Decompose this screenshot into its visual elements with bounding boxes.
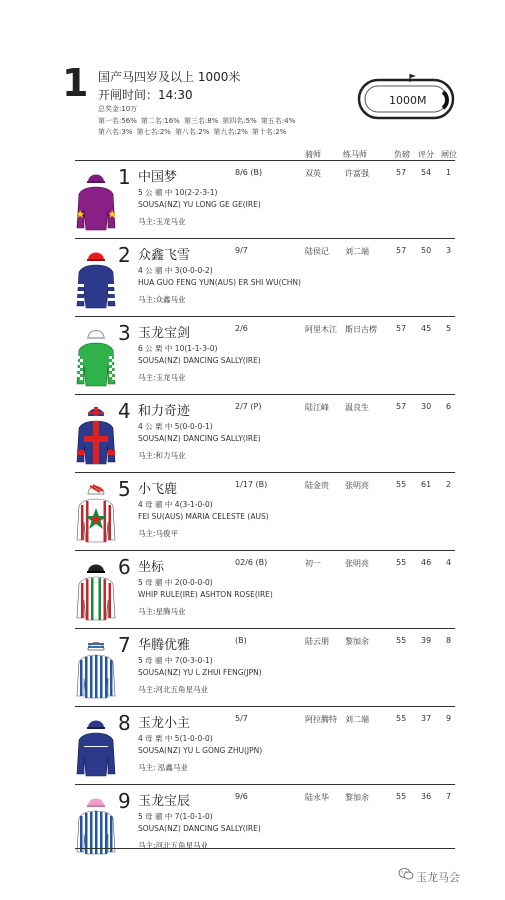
prize-split-list [98,116,348,138]
pedigree: SOUSA(NZ) DANCING SALLY(IRE) [138,824,261,833]
prize-split: 第五名:4% [260,117,296,125]
horse-number: 1 [118,165,131,189]
horse-name: 众鑫飞雪 [138,248,191,263]
silk-icon [73,166,119,232]
recent-form: 2/7 (P) [235,402,262,411]
draw: 6 [446,402,452,411]
jockey-name: 陆金贵 [305,481,329,490]
weight: 55 [396,714,407,723]
prize-split: 第一名:56% [98,117,137,125]
trainer-name: 张明亮 [345,559,369,568]
jockey-name: 陆侯记 [305,247,329,256]
jockey-name: 双英 [305,169,321,178]
trainer-name: 张明亮 [345,481,369,490]
silk-icon [73,244,119,310]
jockey-name: 初一 [305,559,321,568]
recent-form: 9/6 [235,792,248,801]
trainer-name: 刘二端 [345,247,369,256]
horse-name: 玉龙小主 [138,716,191,731]
horse-number: 8 [118,711,131,735]
col-weight: 负磅 [394,150,410,159]
jockey-name: 陆永华 [305,793,329,802]
prize-split: 第六名:3% [98,128,133,136]
recent-form: 9/7 [235,246,248,255]
wechat-icon [398,867,414,881]
horse-number: 7 [118,633,131,657]
pedigree: SOUSA(NZ) YU L GONG ZHU(JPN) [138,746,263,755]
horse-number: 9 [118,789,131,813]
runner-list [75,160,455,862]
pedigree: WHIP RULE(IRE) ASHTON ROSE(IRE) [138,590,273,599]
horse-name: 坐标 [138,560,165,575]
col-draw: 闸位 [441,150,457,159]
horse-name: 小飞鹿 [138,482,178,497]
recent-form: 5/7 [235,714,248,723]
prize-split: 第九名:2% [213,128,248,136]
owner: 马主:马俊平 [138,529,179,538]
owner: 马主:河北五角星马业 [138,685,209,694]
silk-icon [73,790,119,856]
horse-details: 4 母 骝 中 4(3-1-0-0) [138,500,213,509]
rating: 54 [421,168,432,177]
rating: 61 [421,480,432,489]
col-rating: 评分 [418,150,434,159]
prize-split: 第二名:16% [140,117,180,125]
horse-details: 5 母 骝 中 7(0-3-0-1) [138,656,213,665]
horse-details: 5 母 骝 中 2(0-0-0-0) [138,578,213,587]
owner: 马主:和力马业 [138,451,186,460]
runner-row [75,316,455,394]
rating: 46 [421,558,432,567]
horse-details: 4 公 栗 中 5(0-0-0-1) [138,422,213,431]
draw: 7 [446,792,452,801]
race-start-time: 开闸时间：14:30 [98,88,193,102]
recent-form: 02/6 (B) [235,558,268,567]
pedigree: SOUSA(NZ) DANCING SALLY(IRE) [138,434,261,443]
recent-form: 2/6 [235,324,248,333]
rating: 37 [421,714,432,723]
horse-number: 5 [118,477,131,501]
silk-icon [73,712,119,778]
prize-split: 第七名:2% [136,128,171,136]
pedigree: SOUSA(NZ) YU L ZHUI FENG(JPN) [138,668,262,677]
watermark-text: 玉龙马会 [416,871,460,884]
runner-row [75,160,455,238]
horse-number: 6 [118,555,131,579]
owner: 马主:星腾马业 [138,607,186,616]
draw: 3 [446,246,452,255]
pedigree: SOUSA(NZ) YU LONG GE GE(IRE) [138,200,261,209]
col-jockey: 骑师 [305,150,321,159]
jockey-name: 阿拉腾特 [305,715,337,724]
runner-row [75,784,455,862]
rating: 30 [421,402,432,411]
runner-row [75,550,455,628]
horse-number: 3 [118,321,131,345]
recent-form: 1/17 (B) [235,480,268,489]
pedigree: HUA GUO FENG YUN(AUS) ER SHI WU(CHN) [138,278,301,287]
jockey-name: 陆云朋 [305,637,329,646]
runner-row [75,628,455,706]
draw: 9 [446,714,452,723]
pedigree: SOUSA(NZ) DANCING SALLY(IRE) [138,356,261,365]
silk-icon [73,556,119,622]
horse-number: 4 [118,399,131,423]
trainer-name: 黎加余 [345,637,369,646]
silk-icon [73,400,119,466]
rating: 39 [421,636,432,645]
owner: 马主:玉龙马业 [138,217,186,226]
race-number: 1 [62,61,89,105]
weight: 57 [396,324,407,333]
weight: 55 [396,480,407,489]
prize-split: 第八名:2% [174,128,210,136]
total-prize: 总奖金:10万 [98,105,138,113]
horse-name: 和力奇迹 [138,404,191,419]
trainer-name: 温良生 [345,403,369,412]
horse-details: 4 公 骝 中 3(0-0-0-2) [138,266,213,275]
race-title: 国产马四岁及以上 1000米 [98,70,241,84]
draw: 8 [446,636,452,645]
owner: 马主:众鑫马业 [138,295,186,304]
weight: 57 [396,402,407,411]
silk-icon [73,478,119,544]
draw: 2 [446,480,452,489]
weight: 55 [396,792,407,801]
trainer-name: 斯日古楞 [345,325,377,334]
jockey-name: 陆江峰 [305,403,329,412]
pedigree: FEI SU(AUS) MARIA CELESTE (AUS) [138,512,269,521]
silk-icon [73,634,119,700]
owner: 马主:河北五角星马业 [138,841,209,850]
weight: 55 [396,636,407,645]
prize-split: 第十名:2% [251,128,287,136]
weight: 55 [396,558,407,567]
trainer-name: 许富强 [345,169,369,178]
silk-icon [73,322,119,388]
horse-name: 中国梦 [138,170,178,185]
draw: 1 [446,168,452,177]
runner-row [75,706,455,784]
track-diagram-icon [355,72,455,122]
trainer-name: 黎加余 [345,793,369,802]
horse-details: 5 公 骝 中 10(2-2-3-1) [138,188,218,197]
runner-row [75,472,455,550]
horse-name: 玉龙宝剑 [138,326,191,341]
rating: 36 [421,792,432,801]
horse-name: 华腾优雅 [138,638,191,653]
runner-row [75,394,455,472]
owner: 马主:玉龙马业 [138,373,186,382]
prize-split: 第三名:8% [183,117,219,125]
col-trainer: 练马师 [343,150,367,159]
weight: 57 [396,246,407,255]
distance-badge: 1000M [389,94,427,107]
horse-number: 2 [118,243,131,267]
horse-details: 6 公 栗 中 10(1-1-3-0) [138,344,218,353]
draw: 5 [446,324,452,333]
recent-form: (B) [235,636,247,645]
runner-row [75,238,455,316]
jockey-name: 阿里木江 [305,325,337,334]
weight: 57 [396,168,407,177]
bottom-divider [75,848,455,849]
rating: 50 [421,246,432,255]
owner: 马主: 泓鑫马业 [138,763,188,772]
rating: 45 [421,324,432,333]
prize-split: 第四名:5% [222,117,257,125]
draw: 4 [446,558,452,567]
trainer-name: 刘二端 [345,715,369,724]
horse-details: 4 母 栗 中 5(1-0-0-0) [138,734,213,743]
horse-details: 5 母 骝 中 7(1-0-1-0) [138,812,213,821]
recent-form: 8/6 (B) [235,168,263,177]
horse-name: 玉龙宝辰 [138,794,191,809]
